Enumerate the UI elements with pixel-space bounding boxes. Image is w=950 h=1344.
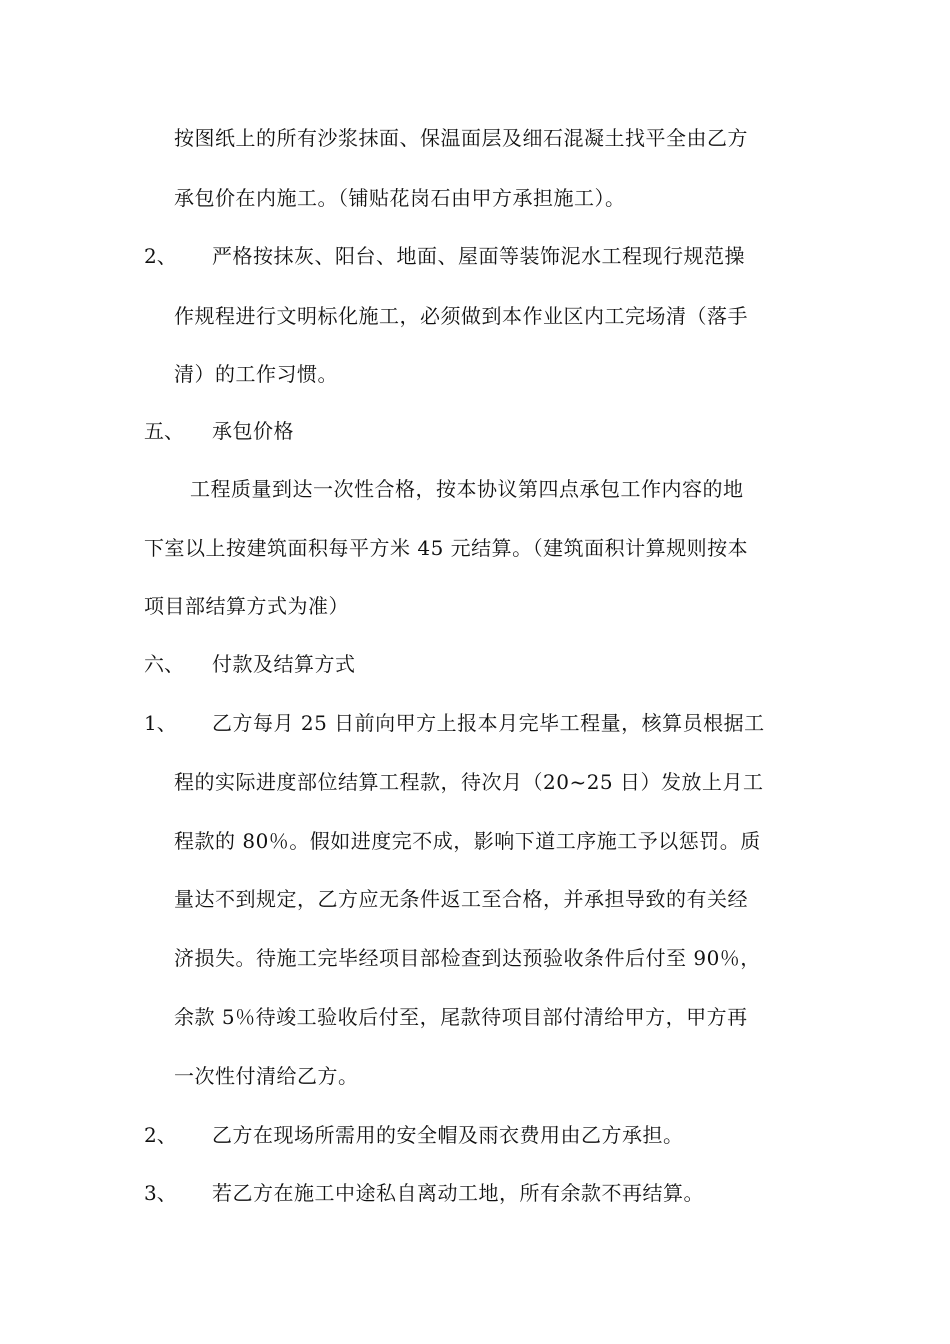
text-line: 乙方每月 25 日前向甲方上报本月完毕工程量，核算员根据工 [212,711,765,735]
text-line: 程款的 80％。假如进度完不成，影响下道工序施工予以惩罚。质 [174,829,761,853]
text-line: 下室以上按建筑面积每平方米 45 元结算。（建筑面积计算规则按本 [144,536,749,560]
list-marker: 3、 [144,1181,177,1205]
text-line: 程的实际进度部位结算工程款，待次月（20~25 日）发放上月工 [174,770,764,794]
list-marker: 2、 [144,244,177,268]
section-title: 承包价格 [212,419,294,443]
text-line: 作规程进行文明标化施工，必须做到本作业区内工完场清（落手 [174,304,748,328]
text-line: 若乙方在施工中途私自离动工地，所有余款不再结算。 [212,1181,704,1205]
text-line: 乙方在现场所需用的安全帽及雨衣费用由乙方承担。 [212,1123,684,1147]
section-marker: 五、 [144,419,184,443]
list-marker: 2、 [144,1123,177,1147]
text-line: 济损失。待施工完毕经项目部检查到达预验收条件后付至 90％， [174,946,761,970]
text-line: 严格按抹灰、阳台、地面、屋面等装饰泥水工程现行规范操 [212,244,745,268]
text-line: 一次性付清给乙方。 [174,1064,359,1088]
list-marker: 1、 [144,711,177,735]
text-line: 工程质量到达一次性合格，按本协议第四点承包工作内容的地 [190,477,744,501]
text-line: 项目部结算方式为准） [144,594,349,618]
text-line: 余款 5％待竣工验收后付至，尾款待项目部付清给甲方，甲方再 [174,1005,748,1029]
text-line: 量达不到规定，乙方应无条件返工至合格，并承担导致的有关经 [174,887,748,911]
text-line: 按图纸上的所有沙浆抹面、保温面层及细石混凝土找平全由乙方 [174,126,748,150]
text-line: 清）的工作习惯。 [174,362,338,386]
section-title: 付款及结算方式 [212,652,356,676]
section-marker: 六、 [144,652,184,676]
text-line: 承包价在内施工。（铺贴花岗石由甲方承担施工）。 [174,186,626,210]
